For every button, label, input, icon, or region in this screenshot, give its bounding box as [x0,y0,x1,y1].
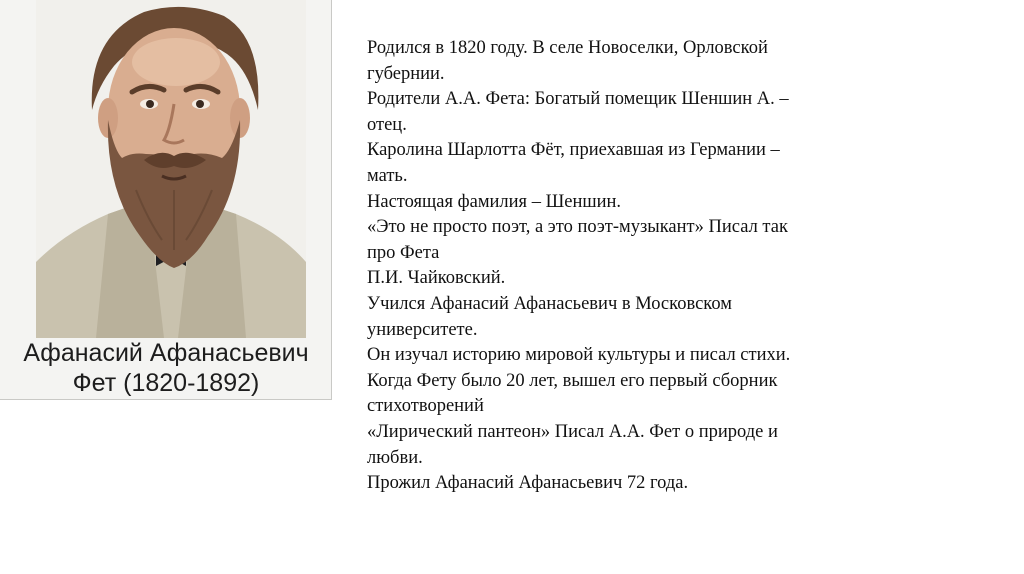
bio-line: стихотворений [367,396,484,417]
bio-line: Родился в 1820 году. В селе Новоселки, Орловской [367,38,768,58]
caption-surname-years: Фет (1820-1892) [72,369,260,397]
bio-line: отец. [367,114,407,135]
bio-line: Учился Афанасий Афанасьевич в Московском [367,293,732,314]
bio-line: Настоящая фамилия – Шеншин. [367,191,622,212]
bio-line: Он изучал историю мировой культуры и писал стихи. [367,345,791,366]
bio-line: П.И. Чайковский. [367,268,506,289]
portrait-image [36,0,306,338]
bio-line: Прожил Афанасий Афанасьевич 72 года. [367,473,689,494]
portrait-card [0,0,332,400]
caption-name: Афанасий Афанасьевич [23,339,309,367]
portrait-caption [0,338,332,398]
bio-line: «Лирический пантеон» Писал А.А. Фет о природе и [367,421,778,442]
bio-line: «Это не просто поэт, а это поэт-музыкант» Писал так [367,217,788,238]
bio-line: про Фета [367,242,440,263]
bio-line: Родители А.А. Фета: Богатый помещик Шеншин А. – [367,89,789,110]
bio-line: губернии. [367,63,445,84]
bio-line: Каролина Шарлотта Фёт, приехавшая из Германии – [367,140,780,161]
biography-text [367,36,887,497]
bio-line: мать. [367,165,408,186]
bio-line: университете. [367,319,478,340]
bio-line: любви. [367,447,423,468]
bio-line: Когда Фету было 20 лет, вышел его первый сборник [367,370,778,391]
